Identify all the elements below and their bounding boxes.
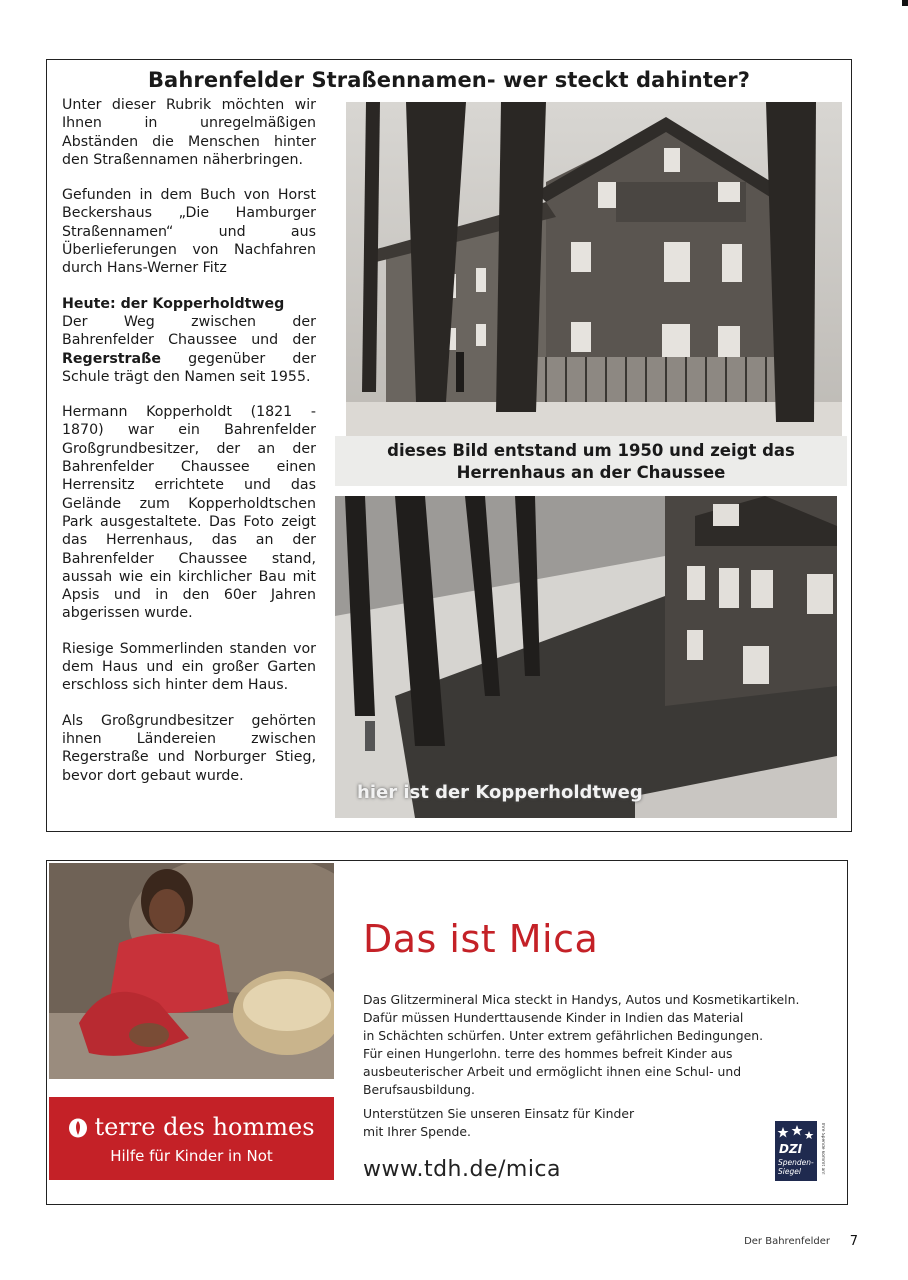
dzi-side-text: Ihre Spende kommt an! [820, 1123, 825, 1175]
subheading: Heute: der Kopperholdtweg [62, 295, 285, 312]
dzi-line1: Spenden- [778, 1158, 814, 1167]
paragraph-land: Als Großgrundbesitzer gehörten ihnen Ländereien zwischen Regerstraße und Norburger Stieg, bevor dort gebaut wurde. [62, 712, 316, 784]
ad-headline: Das ist Mica [363, 917, 599, 961]
publication-name: Der Bahrenfelder [744, 1236, 830, 1247]
dzi-line2: Siegel [778, 1167, 801, 1176]
article-box [46, 59, 852, 832]
corner-mark [902, 0, 908, 6]
manor-house-photo [346, 102, 842, 436]
page-number: 7 [849, 1234, 858, 1249]
paragraph-intro: Unter dieser Rubrik möchten wir Ihnen in unregelmäßigen Abständen die Menschen hinter den Straßennamen näherbringen. [62, 97, 316, 168]
ad-body-line: Für einen Hungerlohn. terre des hommes befreit Kinder aus [363, 1046, 733, 1061]
brand-tagline: Hilfe für Kinder in Not [110, 1147, 273, 1165]
ad-url-link[interactable]: www.tdh.de/mica [363, 1157, 562, 1182]
intro-text-b: gegenüber der Schule trägt den Namen seit 1955. [62, 350, 316, 385]
ad-body-line: Berufsausbildung. [363, 1082, 475, 1097]
intro-text-a: Der Weg zwischen der Bahrenfelder Chaussee und der [62, 313, 316, 349]
paragraph-history: Hermann Kopperholdt (1821 - 1870) war ein Bahrenfelder Großgrundbesitzer, der an der Bahrenfelder Chaussee einen Herrensitz errichtete und das Gelände zum Kopperholdtschen Park ausgestaltete. Das Foto zeigt das Herrenhaus, das an der Bahrenfelder Chaussee stand, aussah wie ein kirchlicher Bau mit Apsis und in den 60er Jahren abgerissen wurde. [62, 404, 316, 622]
ad-box [46, 860, 848, 1205]
dzi-seal-icon [775, 1121, 825, 1181]
dzi-name: DZI [779, 1142, 803, 1156]
brand-name: terre des hommes [94, 1113, 315, 1141]
brand-logo-block [49, 1097, 334, 1180]
ad-body-line: Dafür müssen Hunderttausende Kinder in Indien das Material [363, 1010, 744, 1025]
photo2-caption: hier ist der Kopperholdtweg [357, 782, 643, 803]
article-text [62, 96, 316, 802]
paragraph-today [62, 295, 316, 386]
paragraph-source: Gefunden in dem Buch von Horst Beckershaus „Die Hamburger Straßennamen“ und aus Überlieferungen von Nachfahren durch Hans-Werner Fitz [62, 187, 316, 277]
intro-bold: Regerstraße [62, 350, 161, 367]
paragraph-linden: Riesige Sommerlinden standen vor dem Haus und ein großer Garten erschloss sich hinter dem Haus. [62, 640, 316, 694]
ad-body [363, 991, 823, 1147]
ad-body-line: ausbeuterischer Arbeit und ermöglicht ihnen eine Schul- und [363, 1064, 742, 1079]
ad-body-line: in Schächten schürfen. Unter extrem gefährlichen Bedingungen. [363, 1028, 764, 1043]
ad-cta-line: mit Ihrer Spende. [363, 1124, 471, 1139]
article-title: Bahrenfelder Straßennamen- wer steckt dahinter? [147, 68, 751, 92]
ad-body-line: Das Glitzermineral Mica steckt in Handys, Autos und Kosmetikartikeln. [363, 992, 800, 1007]
kopperholdtweg-photo [335, 496, 837, 818]
ad-cta-line: Unterstützen Sie unseren Einsatz für Kinder [363, 1106, 635, 1121]
tdh-logo-icon [68, 1116, 88, 1138]
photo1-caption: dieses Bild entstand um 1950 und zeigt das Herrenhaus an der Chaussee [335, 436, 847, 486]
child-photo [49, 863, 334, 1079]
